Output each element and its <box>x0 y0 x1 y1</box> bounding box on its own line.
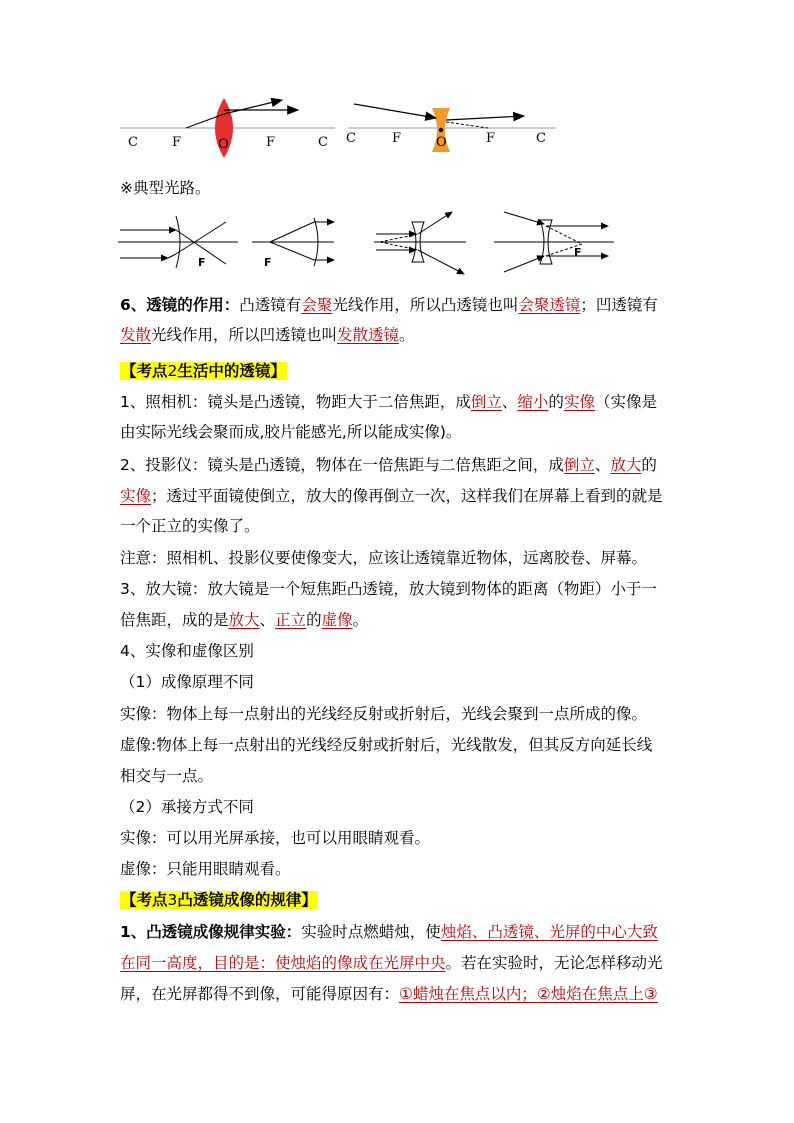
label-f: F <box>392 131 402 146</box>
note-line: 注意：照相机、投影仪要使像变大，应该让透镜靠近物体，远离胶卷、屏幕。 <box>120 549 648 567</box>
convex-parallel-path <box>118 216 238 268</box>
typical-light-paths-figure <box>118 208 618 280</box>
section-heading-k2: 【考点2生活中的透镜】 <box>121 362 286 380</box>
projector-line-2: 实像；透过平面镜使倒立，放大的像再倒立一次，这样我们在屏幕上看到的就是 <box>120 487 663 505</box>
concave-focus-path <box>494 212 614 272</box>
diff-point-1: （1）成像原理不同 <box>120 673 254 691</box>
projector-line-3: 一个正立的实像了。 <box>120 517 260 535</box>
label-f: F <box>486 131 496 146</box>
diff-real-1: 实像：物体上每一点射出的光线经反射或折射后，光线会聚到一点所成的像。 <box>120 705 648 723</box>
lens-function-line-1: 6、透镜的作用：凸透镜有会聚光线作用，所以凸透镜也叫会聚透镜；凹透镜有 <box>120 296 658 314</box>
projector-line-1: 2、投影仪：镜头是凸透镜，物体在一倍焦距与二倍焦距之间，成倒立、放大的 <box>120 456 657 474</box>
experiment-line-1: 1、凸透镜成像规律实验：实验时点燃蜡烛，使烛焰、凸透镜、光屏的中心大致 <box>120 923 658 941</box>
diff-virtual-1b: 相交与一点。 <box>120 767 214 785</box>
experiment-line-3: 屏，在光屏都得不到像，可能得原因有：①蜡烛在焦点以内；②烛焰在焦点上③ <box>120 985 658 1003</box>
label-f: F <box>172 135 182 150</box>
lens-function-line-2: 发散光线作用，所以凹透镜也叫发散透镜。 <box>120 326 415 344</box>
diff-real-2: 实像：可以用光屏承接，也可以用眼睛观看。 <box>120 829 431 847</box>
label-c: C <box>318 135 328 150</box>
label-c: C <box>128 135 138 150</box>
label-o: O <box>436 135 447 150</box>
lens-figure-top <box>120 96 560 160</box>
camera-line-1: 1、照相机：镜头是凸透镜，物距大于二倍焦距，成倒立、缩小的实像（实像是 <box>120 393 657 411</box>
magnifier-line-1: 3、放大镜：放大镜是一个短焦距凸透镜，放大镜到物体的距离（物距）小于一 <box>120 580 657 598</box>
camera-line-2: 由实际光线会聚而成,胶片能感光,所以能成实像)。 <box>120 423 462 441</box>
diff-virtual-2: 虚像：只能用眼睛观看。 <box>120 860 291 878</box>
magnifier-line-2: 倍焦距，成的是放大、正立的虚像。 <box>120 611 369 629</box>
label-f: F <box>266 135 276 150</box>
focus-label: F <box>198 256 206 269</box>
label-c: C <box>346 131 356 146</box>
label-o: O <box>218 137 229 152</box>
section-heading-k3: 【考点3凸透镜成像的规律】 <box>121 891 317 909</box>
concave-parallel-path <box>374 212 466 274</box>
typical-paths-label: ※典型光路。 <box>120 179 211 197</box>
focus-label: F <box>264 256 272 269</box>
concave-lens-diagram <box>348 104 556 152</box>
focus-label: F <box>574 246 582 259</box>
diff-title: 4、实像和虚像区别 <box>120 642 254 660</box>
label-c: C <box>536 131 546 146</box>
experiment-line-2: 在同一高度，目的是：使烛焰的像成在光屏中央。若在实验时，无论怎样移动光 <box>120 954 663 972</box>
diff-point-2: （2）承接方式不同 <box>120 798 254 816</box>
diff-virtual-1a: 虚像:物体上每一点射出的光线经反射或折射后，光线散发，但其反方向延长线 <box>120 736 653 754</box>
